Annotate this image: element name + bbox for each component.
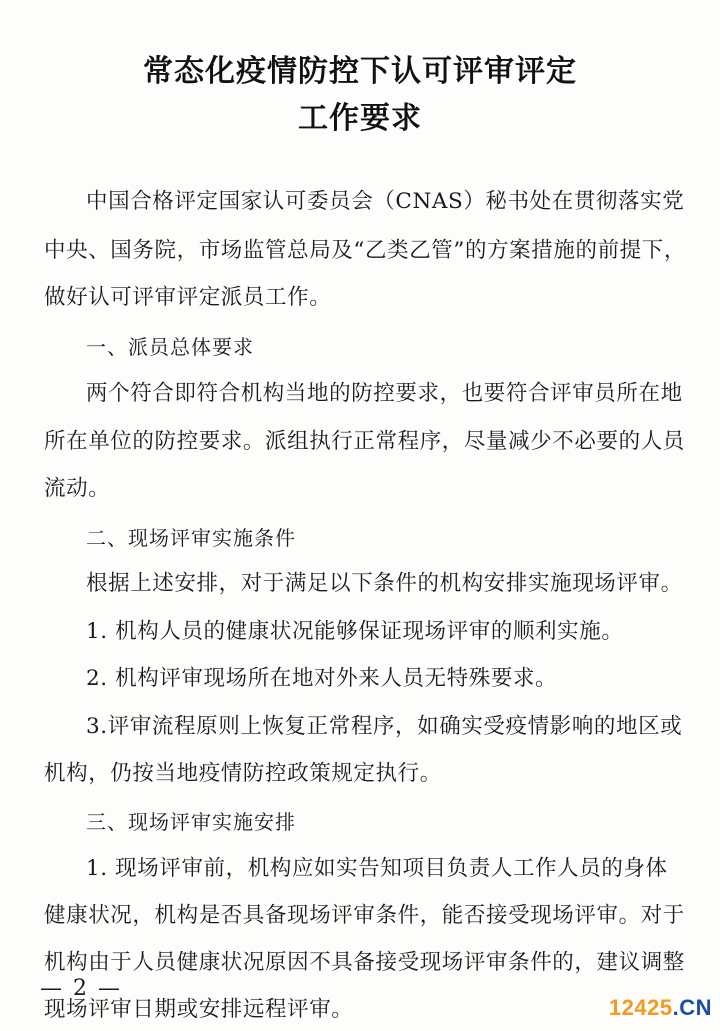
body-line: 中国合格评定国家认可委员会（CNAS）秘书处在贯彻落实党 bbox=[86, 189, 685, 214]
site-watermark bbox=[609, 995, 712, 1021]
body-line: 机构，仍按当地疫情防控政策规定执行。 bbox=[44, 761, 442, 786]
body-line: 健康状况，机构是否具备现场评审条件，能否接受现场评审。对于 bbox=[44, 903, 685, 928]
document-title-line-2: 工作要求 bbox=[298, 101, 422, 136]
body-line: 根据上述安排，对于满足以下条件的机构安排实施现场评审。 bbox=[86, 571, 683, 596]
body-line: 中央、国务院，市场监管总局及“乙类乙管”的方案措施的前提下， bbox=[44, 238, 686, 263]
document-title-line-1: 常态化疫情防控下认可评审评定 bbox=[143, 54, 577, 89]
list-item: 1. 机构人员的健康状况能够保证现场评审的顺利实施。 bbox=[86, 619, 624, 644]
watermark-suffix: .CN bbox=[672, 995, 712, 1020]
section-heading-3: 三、现场评审实施安排 bbox=[86, 810, 296, 834]
list-item: 1. 现场评审前，机构应如实告知项目负责人工作人员的身体 bbox=[86, 856, 668, 881]
body-line: 机构由于人员健康状况原因不具备接受现场评审条件的，建议调整 bbox=[44, 950, 685, 975]
list-item: 2. 机构评审现场所在地对外来人员无特殊要求。 bbox=[86, 666, 558, 691]
watermark-number: 12425 bbox=[608, 995, 673, 1020]
section-heading-2: 二、现场评审实施条件 bbox=[86, 526, 296, 550]
list-item: 3.评审流程原则上恢复正常程序，如确实受疫情影响的地区或 bbox=[86, 714, 683, 739]
body-line: 两个符合即符合机构当地的防控要求，也要符合评审员所在地 bbox=[86, 381, 683, 406]
body-line: 做好认可评审评定派员工作。 bbox=[44, 285, 332, 310]
page-number: — 2 — bbox=[40, 976, 122, 1001]
section-heading-1: 一、派员总体要求 bbox=[86, 335, 254, 359]
body-line: 所在单位的防控要求。派组执行正常程序，尽量减少不必要的人员 bbox=[44, 429, 685, 454]
body-line: 流动。 bbox=[44, 476, 111, 501]
body-line: 现场评审日期或安排远程评审。 bbox=[44, 997, 354, 1022]
